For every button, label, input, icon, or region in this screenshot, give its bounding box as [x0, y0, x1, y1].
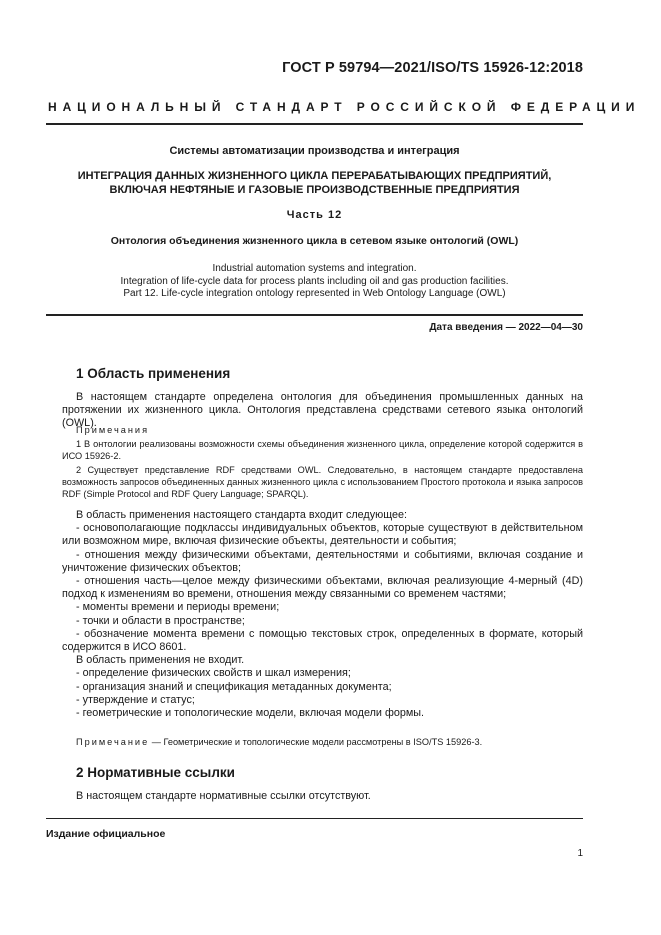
excludes-item: - геометрические и топологические модели, включая модели формы. [76, 707, 425, 720]
final-note-text: — Геометрические и топологические модели рассмотрены в ISO/TS 15926-3. [149, 737, 483, 747]
notes-label: Примечания [76, 425, 150, 435]
section-2-heading: 2 Нормативные ссылки [76, 765, 235, 780]
includes-item: - основополагающие подклассы индивидуальных объектов, которые существуют в действительном или возможном мире, включая физические объекты, деятельности и события; [62, 522, 583, 548]
top-rule [46, 123, 583, 125]
introduction-date: Дата введения — 2022—04—30 [429, 322, 583, 333]
excludes-item: - утверждение и статус; [76, 693, 195, 706]
national-standard-heading: НАЦИОНАЛЬНЫЙ СТАНДАРТ РОССИЙСКОЙ ФЕДЕРАЦИИ [48, 100, 641, 114]
page-number: 1 [577, 848, 583, 859]
excludes-intro: В область применения не входит. [76, 654, 245, 667]
excludes-item: - определение физических свойств и шкал измерения; [76, 667, 351, 680]
final-note-label: Примечание [76, 737, 150, 747]
includes-item: - точки и области в пространстве; [76, 614, 245, 627]
includes-intro: В область применения настоящего стандарта входит следующее: [76, 509, 407, 521]
includes-item: - отношения часть—целое между физическими объектами, включая реализующие 4-мерный (4D) подход к изменениям во времени, отношения между связанными со временем частями; [62, 575, 583, 601]
excludes-item: - организация знаний и спецификация метаданных документа; [76, 680, 392, 693]
english-title-line-3: Part 12. Life-cycle integration ontology represented in Web Ontology Language (OWL) [123, 288, 506, 299]
scope-lists [62, 509, 583, 720]
note-1: 1 В онтологии реализованы возможности схемы объединения жизненного цикла, определение которой содержится в ИСО 15926-2. [62, 439, 583, 461]
notes-block [62, 424, 583, 500]
footer-rule [46, 818, 583, 819]
main-title [46, 169, 583, 197]
section-2-paragraph [62, 790, 583, 803]
scope-paragraph: В настоящем стандарте определена онтология для объединения промышленных данных на протяжении их жизненного цикла. Онтология представлена средствами сетевого языка онтологий (OWL). [62, 391, 583, 430]
includes-item: - моменты времени и периоды времени; [76, 601, 280, 614]
series-title: Системы автоматизации производства и интеграция [169, 145, 460, 157]
subtitle: Онтология объединения жизненного цикла в сетевом языке онтологий (OWL) [110, 235, 519, 247]
standard-code: ГОСТ Р 59794—2021/ISO/TS 15926-12:2018 [282, 60, 583, 76]
includes-item: - обозначение момента времени с помощью текстовых строк, определенных в формате, который содержится в ИСО 8601. [62, 627, 583, 654]
main-title-line-2: ВКЛЮЧАЯ НЕФТЯНЫЕ И ГАЗОВЫЕ ПРОИЗВОДСТВЕННЫЕ ПРЕДПРИЯТИЯ [109, 184, 520, 196]
note-2: 2 Существует представление RDF средствами OWL. Следовательно, в настоящем стандарте предоставлена возможность запросов объединенных данных жизненного цикла с использованием Простого протокола и языка запросов RDF (Simple Protocol and RDF Query Language; SPARQL). [62, 465, 583, 499]
includes-item: - отношения между физическими объектами, деятельностями и событиями, включая создание и уничтожение физических объектов; [62, 548, 583, 574]
title-bottom-rule [46, 314, 583, 316]
normative-refs-paragraph: В настоящем стандарте нормативные ссылки отсутствуют. [76, 790, 371, 802]
english-title-line-1: Industrial automation systems and integration. [212, 263, 417, 274]
section-1-heading: 1 Область применения [76, 366, 231, 381]
english-title-line-2: Integration of life-cycle data for process plants including oil and gas production facilities. [120, 275, 509, 287]
final-note [62, 736, 583, 748]
edition-label: Издание официальное [46, 828, 166, 840]
part-label: Часть 12 [286, 209, 343, 221]
main-title-line-1: ИНТЕГРАЦИЯ ДАННЫХ ЖИЗНЕННОГО ЦИКЛА ПЕРЕРАБАТЫВАЮЩИХ ПРЕДПРИЯТИЙ, [77, 170, 552, 182]
english-title [46, 263, 583, 301]
